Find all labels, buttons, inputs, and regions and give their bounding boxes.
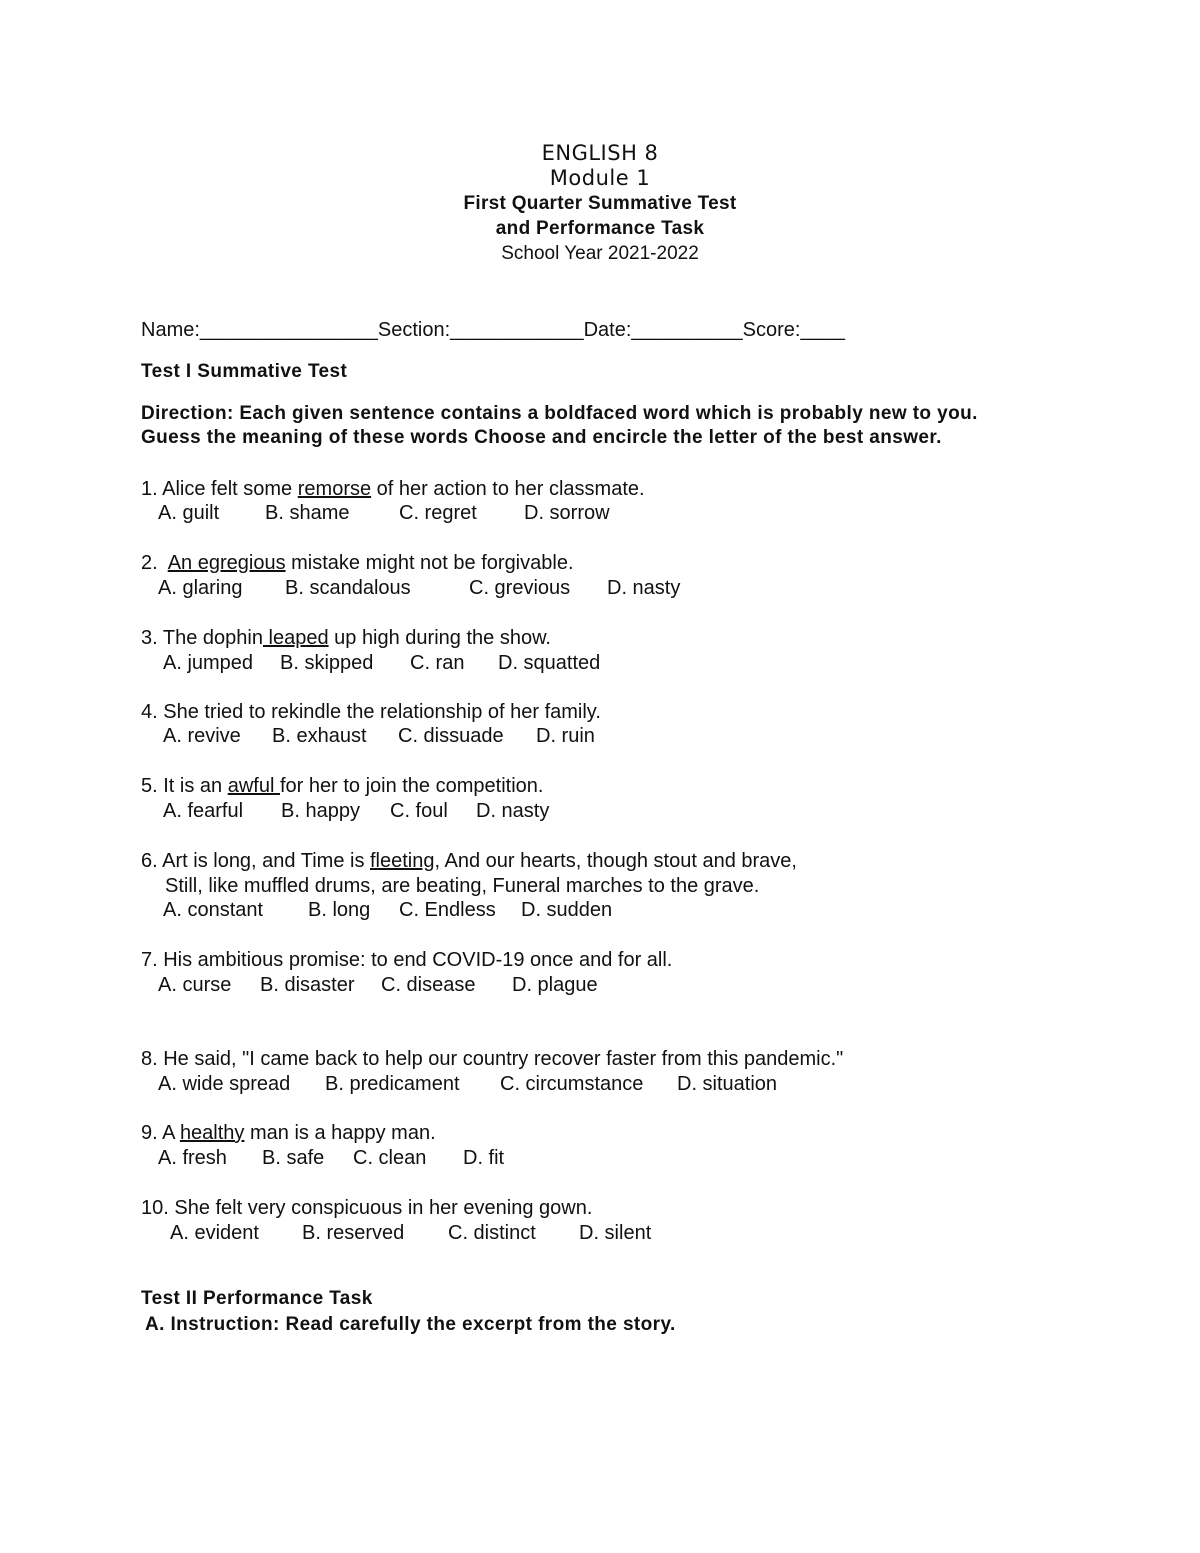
question-text: man is a happy man. [244, 1122, 436, 1144]
option-b[interactable]: B. safe [262, 1147, 325, 1169]
option-b[interactable]: B. exhaust [272, 725, 367, 747]
question-8: 8. He said, "I came back to help our country recover faster from this pandemic." [141, 1048, 844, 1070]
question-5 [141, 774, 543, 798]
question-9 [141, 1121, 436, 1145]
option-a[interactable]: A. curse [158, 974, 232, 996]
module-label: Module 1 [549, 166, 651, 190]
target-word: remorse [297, 478, 372, 500]
question-text: for her to join the competition. [279, 775, 544, 797]
option-a[interactable]: A. evident [170, 1222, 259, 1244]
question-text: 1. Alice felt some [141, 478, 298, 500]
question-text: 6. Art is long, and Time is [141, 850, 370, 872]
option-d[interactable]: D. silent [579, 1222, 652, 1244]
option-a[interactable]: A. glaring [158, 577, 243, 599]
question-text: 9. A [141, 1122, 180, 1144]
option-d[interactable]: D. plague [512, 974, 598, 996]
question-text: 2. [141, 552, 168, 574]
school-year: School Year 2021-2022 [501, 243, 699, 264]
target-word: awful [227, 775, 280, 797]
option-a[interactable]: A. wide spread [158, 1073, 291, 1095]
test2-heading: Test II Performance Task [141, 1288, 373, 1309]
direction-line-1: Direction: Each given sentence contains a boldfaced word which is probably new to you. [141, 403, 978, 424]
option-b[interactable]: B. disaster [260, 974, 355, 996]
option-c[interactable]: C. disease [381, 974, 476, 996]
test-subtitle-2: and Performance Task [495, 218, 705, 239]
question-7: 7. His ambitious promise: to end COVID-19 once and for all. [141, 949, 673, 971]
target-word: fleeting, [370, 850, 441, 872]
question-2 [141, 551, 574, 575]
option-d[interactable]: D. sorrow [524, 502, 610, 524]
question-4: 4. She tried to rekindle the relationship of her family. [141, 701, 601, 723]
option-a[interactable]: A. fearful [163, 800, 244, 822]
option-b[interactable]: B. shame [265, 502, 350, 524]
test2-instruction: A. Instruction: Read carefully the excerpt from the story. [145, 1314, 676, 1335]
question-text: 3. The dophin [141, 627, 263, 649]
student-info-line: Name:________________Section:____________Date:__________Score:____ [141, 319, 845, 341]
option-a[interactable]: A. jumped [163, 652, 254, 674]
question-3 [141, 626, 551, 650]
option-c[interactable]: C. foul [390, 800, 448, 822]
option-d[interactable]: D. situation [677, 1073, 778, 1095]
target-word: An egregious [167, 552, 286, 574]
option-a[interactable]: A. fresh [158, 1147, 227, 1169]
target-word: healthy [179, 1122, 245, 1144]
document-header [0, 141, 1200, 266]
option-c[interactable]: C. circumstance [500, 1073, 644, 1095]
option-d[interactable]: D. ruin [536, 725, 595, 747]
test1-heading: Test I Summative Test [141, 361, 348, 382]
direction-line-2: Guess the meaning of these words Choose and encircle the letter of the best answer. [141, 427, 942, 448]
option-c[interactable]: C. ran [410, 652, 465, 674]
option-c[interactable]: C. distinct [448, 1222, 536, 1244]
option-c[interactable]: C. regret [399, 502, 477, 524]
option-b[interactable]: B. long [308, 899, 371, 921]
question-text: And our hearts, though stout and brave, [440, 850, 797, 872]
option-d[interactable]: D. fit [463, 1147, 505, 1169]
target-word: leaped [262, 627, 329, 649]
question-text: 5. It is an [141, 775, 228, 797]
option-b[interactable]: B. scandalous [285, 577, 411, 599]
option-a[interactable]: A. constant [163, 899, 264, 921]
option-a[interactable]: A. revive [163, 725, 241, 747]
option-c[interactable]: C. Endless [399, 899, 496, 921]
question-1 [141, 477, 645, 501]
option-a[interactable]: A. guilt [158, 502, 220, 524]
option-c[interactable]: C. clean [353, 1147, 427, 1169]
option-d[interactable]: D. nasty [476, 800, 550, 822]
question-text: mistake might not be forgivable. [285, 552, 574, 574]
question-6-line-2: Still, like muffled drums, are beating, Funeral marches to the grave. [165, 875, 760, 897]
option-d[interactable]: D. nasty [607, 577, 681, 599]
option-d[interactable]: D. sudden [521, 899, 613, 921]
option-b[interactable]: B. reserved [302, 1222, 405, 1244]
option-d[interactable]: D. squatted [498, 652, 601, 674]
question-6 [141, 849, 797, 873]
question-text: up high during the show. [328, 627, 551, 649]
option-b[interactable]: B. happy [281, 800, 360, 822]
document-title: ENGLISH 8 [541, 141, 659, 165]
question-text: of her action to her classmate. [371, 478, 645, 500]
question-10: 10. She felt very conspicuous in her evening gown. [141, 1197, 593, 1219]
option-b[interactable]: B. skipped [280, 652, 374, 674]
test-subtitle-1: First Quarter Summative Test [463, 193, 737, 214]
option-c[interactable]: C. dissuade [398, 725, 504, 747]
option-c[interactable]: C. grevious [469, 577, 571, 599]
option-b[interactable]: B. predicament [325, 1073, 460, 1095]
